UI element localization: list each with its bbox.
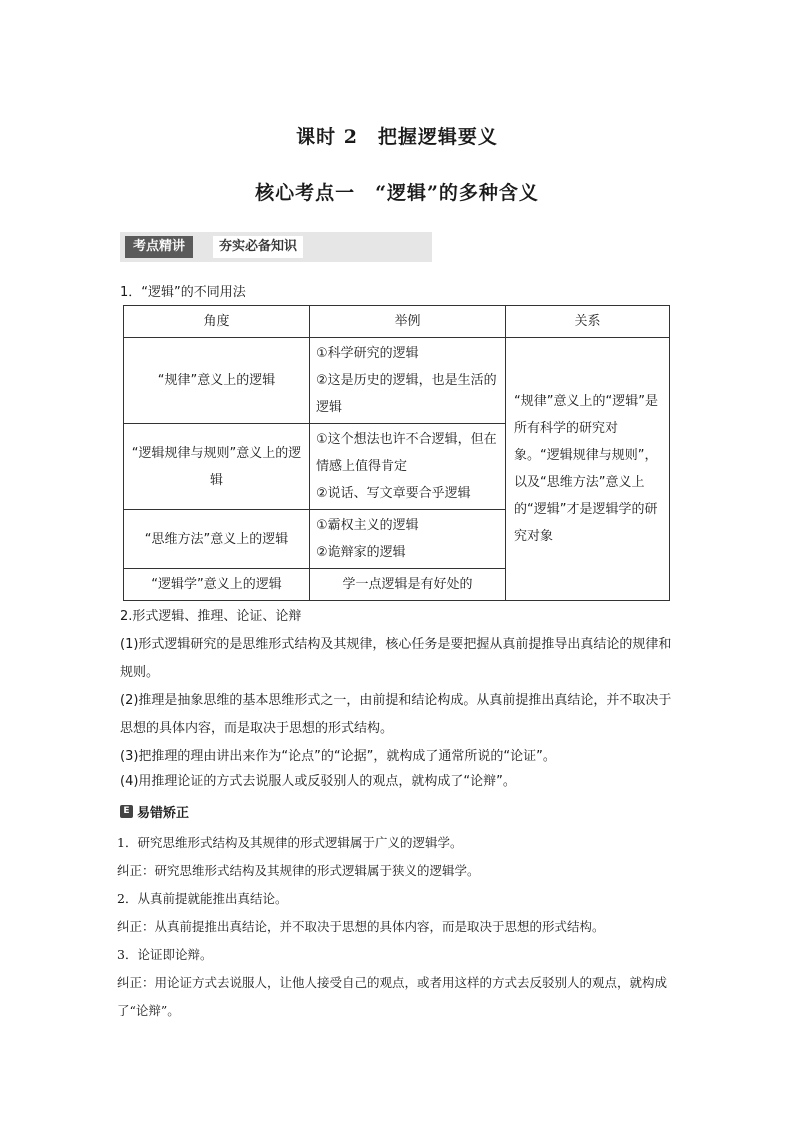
example-line: ①霸权主义的逻辑 xyxy=(316,518,419,533)
error-item: 3．论证即论辩。 xyxy=(117,947,213,962)
paragraph: (3)把推理的理由讲出来作为“论点”的“论据”，就构成了通常所说的“论证”。 xyxy=(120,749,556,764)
example-line: ②诡辩家的逻辑 xyxy=(316,545,406,560)
error-section-title xyxy=(120,802,189,821)
correction-item: 纠正：研究思维形式结构及其规律的形式逻辑属于狭义的逻辑学。 xyxy=(117,863,480,878)
table-row xyxy=(124,338,670,424)
error-item: 2．从真前提就能推出真结论。 xyxy=(117,891,288,906)
paragraph: (2)推理是抽象思维的基本思维形式之一，由前提和结论构成。从真前提推出真结论，并不取决于思想的具体内容，而是取决于思想的形式结构。 xyxy=(120,693,672,736)
example-cell xyxy=(310,338,506,424)
table-header-row xyxy=(124,306,670,338)
example-cell xyxy=(310,424,506,510)
angle-cell: “逻辑规律与规则”意义上的逻辑 xyxy=(124,424,310,510)
correction-item: 纠正：用论证方式去说服人，让他人接受自己的观点，或者用这样的方式去反驳别人的观点，就构成了“论辩”。 xyxy=(117,975,668,1018)
example-cell xyxy=(310,510,506,569)
error-correction-icon: E xyxy=(120,805,133,818)
section-1-title: 1．“逻辑”的不同用法 xyxy=(120,285,246,300)
banner-subtitle: 夯实必备知识 xyxy=(213,236,303,258)
header-angle: 角度 xyxy=(124,306,310,338)
section-heading: 核心考点一 “逻辑”的多种含义 xyxy=(255,182,539,204)
paragraph: (1)形式逻辑研究的是思维形式结构及其规律，核心任务是要把握从真前提推导出真结论的规律和规则。 xyxy=(120,637,672,680)
example-line: ①科学研究的逻辑 xyxy=(316,346,419,361)
page-title: 课时 2 把握逻辑要义 xyxy=(296,126,498,148)
example-cell: 学一点逻辑是有好处的 xyxy=(310,569,506,601)
example-line: ②说话、写文章要合乎逻辑 xyxy=(316,486,471,501)
example-line: ①这个想法也许不合逻辑，但在情感上值得肯定 xyxy=(316,432,497,474)
header-example: 举例 xyxy=(310,306,506,338)
paragraph: (4)用推理论证的方式去说服人或反驳别人的观点，就构成了“论辩”。 xyxy=(120,774,516,789)
angle-cell: “逻辑学”意义上的逻辑 xyxy=(124,569,310,601)
error-section-label: 易错矫正 xyxy=(137,806,190,821)
angle-cell: “规律”意义上的逻辑 xyxy=(124,338,310,424)
error-item: 1．研究思维形式结构及其规律的形式逻辑属于广义的逻辑学。 xyxy=(117,835,463,850)
correction-item: 纠正：从真前提推出真结论，并不取决于思想的具体内容，而是取决于思想的形式结构。 xyxy=(117,919,605,934)
section-2-title: 2.形式逻辑、推理、论证、论辩 xyxy=(120,609,302,624)
relation-cell: “规律”意义上的“逻辑”是所有科学的研究对象。“逻辑规律与规则”，以及“思维方法”意义上的“逻辑”才是逻辑学的研究对象 xyxy=(506,338,670,601)
header-relation: 关系 xyxy=(506,306,670,338)
usage-table xyxy=(123,305,670,601)
angle-cell: “思维方法”意义上的逻辑 xyxy=(124,510,310,569)
example-line: ②这是历史的逻辑，也是生活的逻辑 xyxy=(316,373,497,415)
banner-tag: 考点精讲 xyxy=(125,236,193,258)
